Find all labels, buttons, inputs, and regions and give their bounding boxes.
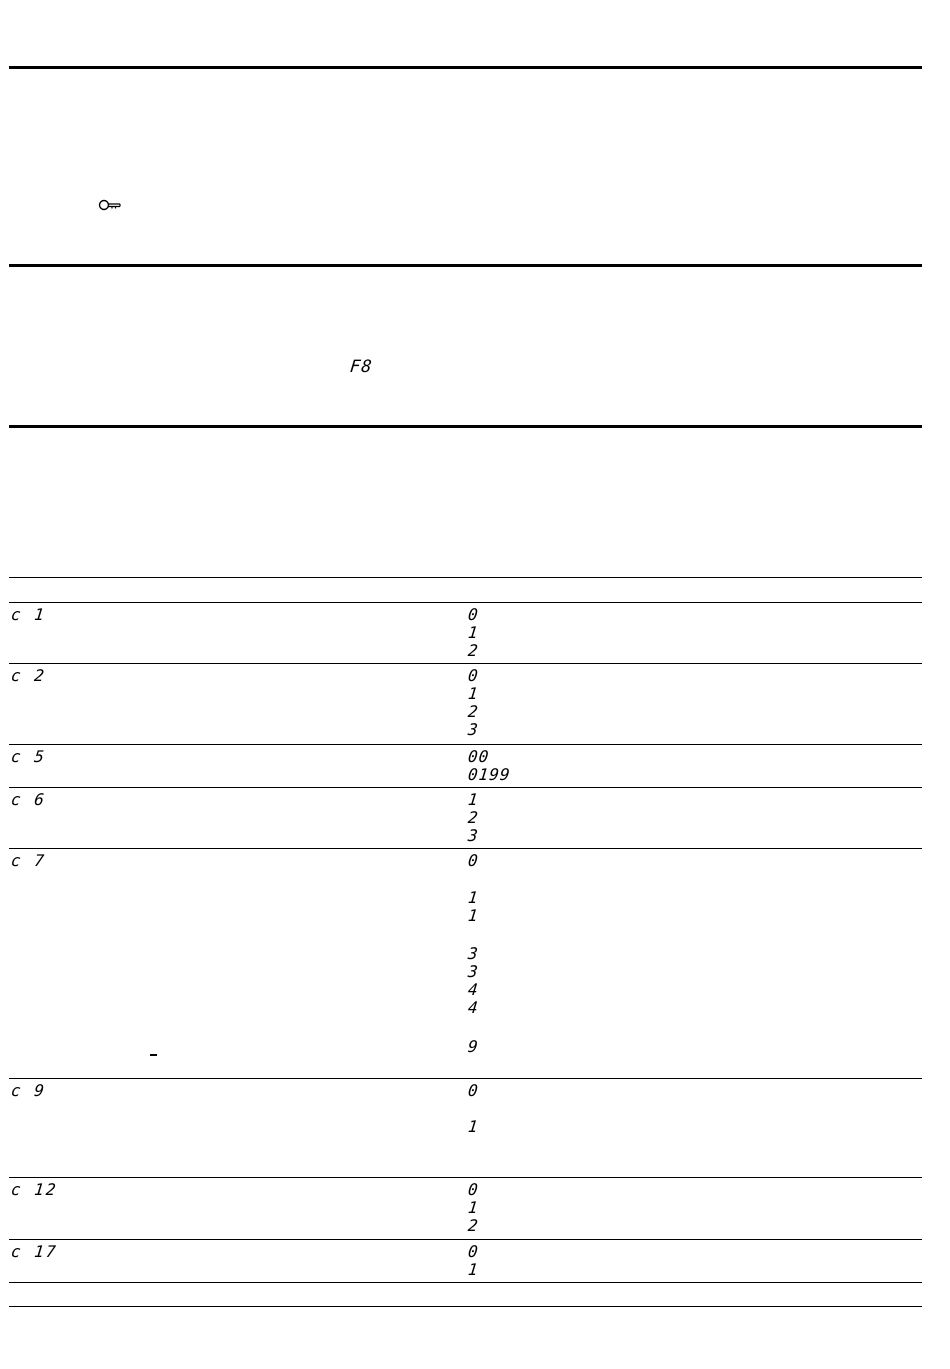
- setting-value: 0199: [467, 765, 512, 784]
- table-row-divider: [9, 848, 922, 849]
- setting-code: c 1: [10, 605, 47, 624]
- section-divider-top: [9, 66, 922, 69]
- setting-value: 0: [467, 1180, 480, 1199]
- setting-value: 2: [467, 808, 480, 827]
- setting-value: 1: [467, 888, 480, 907]
- setting-code: c 9: [10, 1081, 47, 1100]
- table-top-rule: [9, 577, 922, 578]
- setting-value: 3: [467, 944, 480, 963]
- key-icon: [98, 198, 122, 212]
- setting-value: 1: [467, 684, 480, 703]
- setting-value: 2: [467, 702, 480, 721]
- setting-value: 0: [467, 1242, 480, 1261]
- setting-value: 1: [467, 1198, 480, 1217]
- setting-value: 0: [467, 605, 480, 624]
- setting-code: c 7: [10, 851, 47, 870]
- setting-value: 3: [467, 962, 480, 981]
- table-row-divider: [9, 744, 922, 745]
- setting-value: 4: [467, 980, 480, 999]
- setting-value: 00: [467, 747, 491, 766]
- table-row-divider: [9, 1177, 922, 1178]
- table-bottom-rule: [9, 1282, 922, 1283]
- table-row-divider: [9, 787, 922, 788]
- setting-value: 0: [467, 851, 480, 870]
- error-code-display: F8: [348, 357, 374, 377]
- setting-value: 1: [467, 906, 480, 925]
- setting-value: 2: [467, 1216, 480, 1235]
- setting-code: c 6: [10, 790, 47, 809]
- setting-value: 0: [467, 1081, 480, 1100]
- setting-code: c 12: [10, 1180, 59, 1199]
- dash-mark: [150, 1054, 157, 1056]
- section-divider-lower: [9, 425, 922, 428]
- setting-code: c 17: [10, 1242, 59, 1261]
- table-row-divider: [9, 663, 922, 664]
- setting-value: 1: [467, 1117, 480, 1136]
- setting-value: 1: [467, 790, 480, 809]
- setting-code: c 2: [10, 666, 47, 685]
- setting-value: 9: [467, 1037, 480, 1056]
- section-divider-middle: [9, 264, 922, 267]
- setting-value: 1: [467, 623, 480, 642]
- setting-value: 2: [467, 641, 480, 660]
- setting-value: 4: [467, 998, 480, 1017]
- table-row-divider: [9, 1239, 922, 1240]
- setting-value: 3: [467, 826, 480, 845]
- table-footer-rule: [9, 1306, 922, 1307]
- setting-value: 0: [467, 666, 480, 685]
- table-header-rule: [9, 602, 922, 603]
- setting-value: 1: [467, 1260, 480, 1279]
- setting-code: c 5: [10, 747, 47, 766]
- setting-value: 3: [467, 720, 480, 739]
- table-row-divider: [9, 1078, 922, 1079]
